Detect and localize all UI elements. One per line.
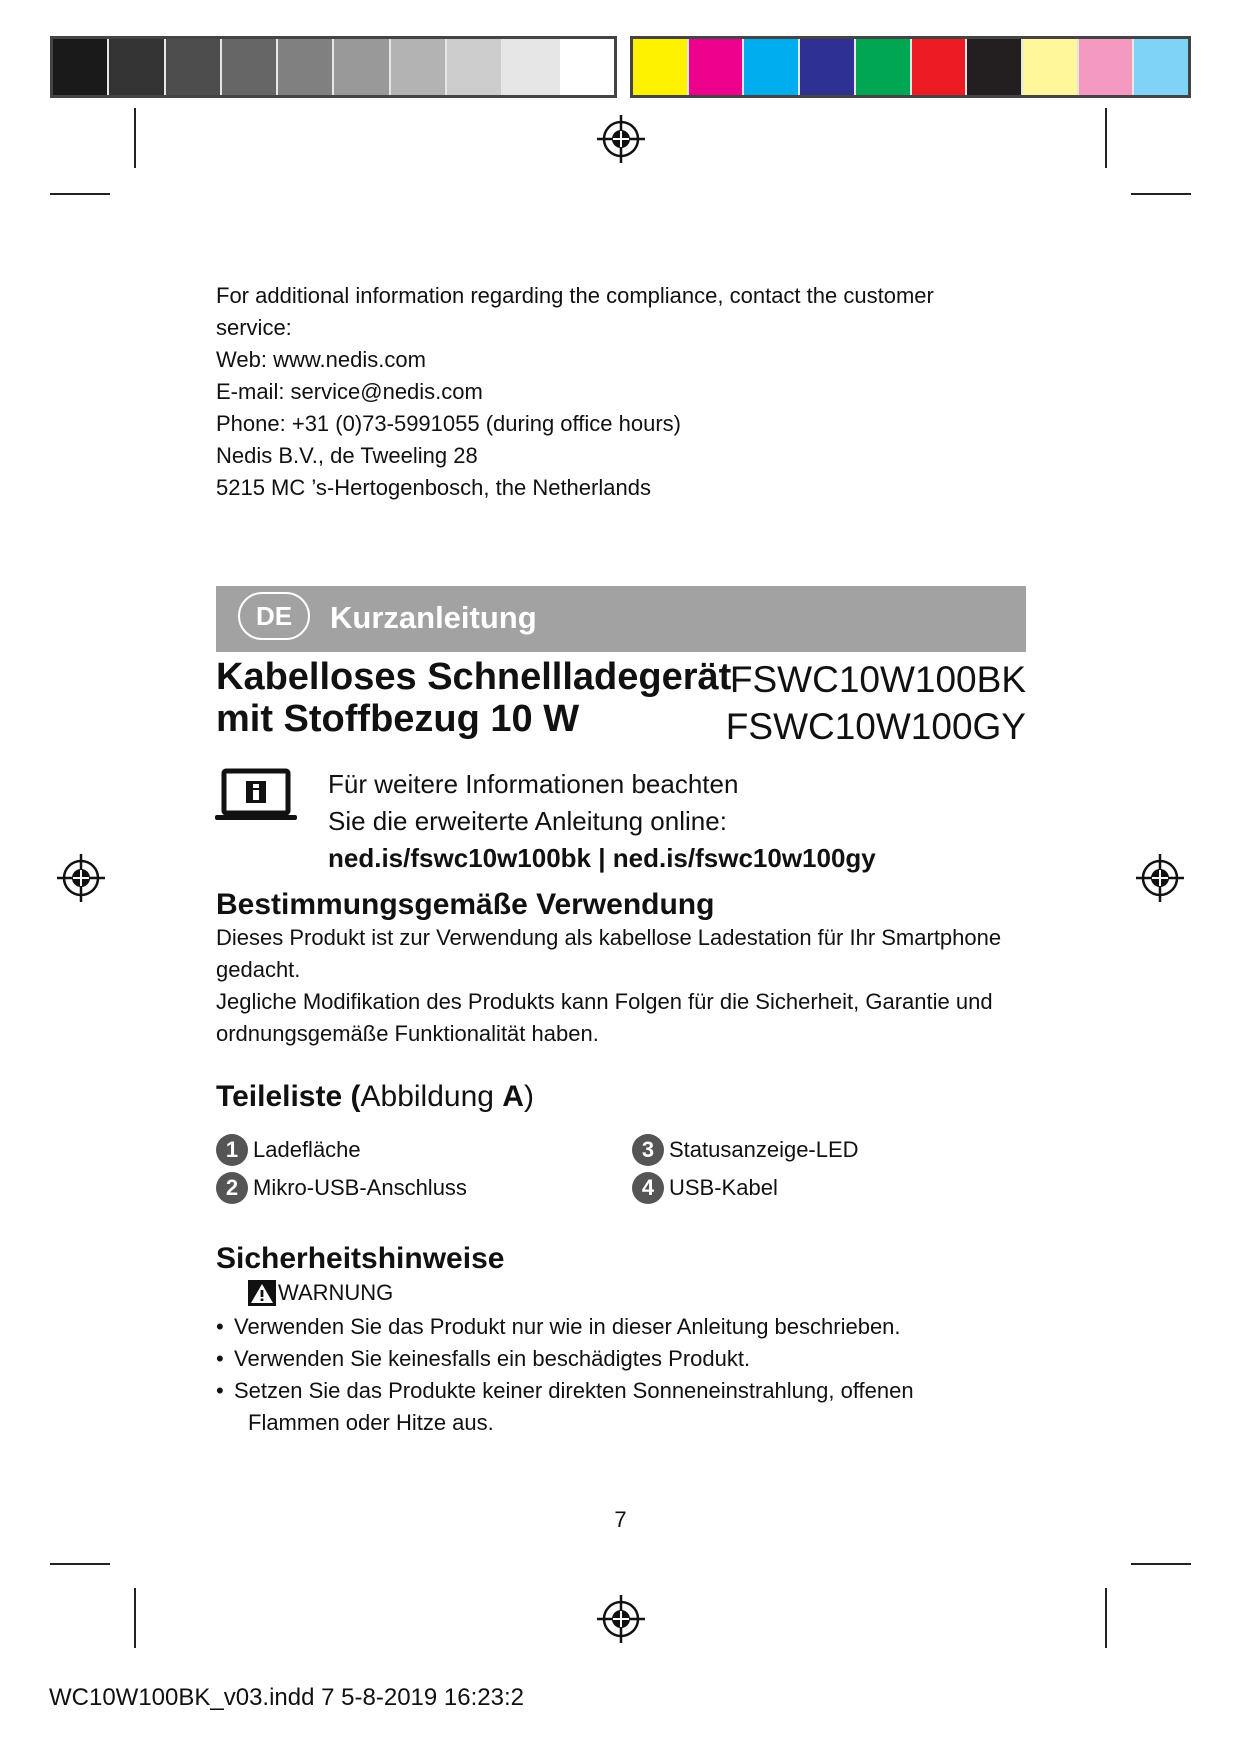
list-item: [216, 1311, 1016, 1343]
language-banner: [216, 586, 1026, 652]
part-label: Mikro-USB-Anschluss: [253, 1175, 467, 1200]
list-item: [216, 1343, 1016, 1375]
part-number-badge: 2: [216, 1172, 248, 1204]
product-codes: [726, 656, 1026, 750]
intended-use-line: Jegliche Modifikation des Produkts kann Folgen für die Sicherheit, Garantie und: [216, 989, 993, 1014]
compliance-address: 5215 MC ’s-Hertogenbosch, the Netherlands: [216, 475, 651, 500]
product-code: FSWC10W100BK: [729, 659, 1026, 700]
crop-mark: [1105, 108, 1107, 168]
color-swatch: [744, 39, 800, 95]
product-title-line: Kabelloses Schnellladegerät: [216, 656, 732, 698]
list-item: [216, 1134, 361, 1166]
intended-use-line: ordnungsgemäße Funktionalität haben.: [216, 1021, 599, 1046]
part-label: Statusanzeige-LED: [669, 1137, 859, 1162]
color-swatch: [222, 39, 278, 95]
color-swatch: [109, 39, 165, 95]
crop-mark: [1131, 193, 1191, 195]
language-code-badge: DE: [238, 592, 310, 640]
warning-triangle-icon: [248, 1280, 276, 1306]
color-swatch: [1079, 39, 1135, 95]
crop-mark: [134, 1588, 136, 1648]
compliance-contact-block: [216, 280, 1016, 504]
color-swatch: [1134, 39, 1188, 95]
part-number-badge: 4: [632, 1172, 664, 1204]
color-swatch: [1023, 39, 1079, 95]
product-title-line: mit Stoffbezug 10 W: [216, 698, 580, 740]
intended-use-text: [216, 922, 1036, 1050]
parts-heading-bold: Teileliste (: [216, 1080, 361, 1113]
list-item: [632, 1172, 778, 1204]
part-number-badge: 3: [632, 1134, 664, 1166]
color-swatch: [166, 39, 222, 95]
color-swatch: [689, 39, 745, 95]
safety-bullet-list: [216, 1311, 1016, 1439]
parts-heading-close: ): [523, 1080, 534, 1113]
product-code: FSWC10W100GY: [725, 706, 1026, 747]
registration-mark-icon: [56, 853, 106, 903]
part-label: USB-Kabel: [669, 1175, 778, 1200]
laptop-info-icon: [215, 768, 299, 828]
color-swatch: [800, 39, 856, 95]
online-info-line: Sie die erweiterte Anleitung online:: [328, 806, 727, 836]
color-swatch: [856, 39, 912, 95]
crop-mark: [50, 1563, 110, 1565]
safety-heading: Sicherheitshinweise: [216, 1242, 505, 1275]
grayscale-color-bar: [50, 36, 617, 98]
color-swatch: [278, 39, 334, 95]
color-swatch: [912, 39, 968, 95]
print-slug: WC10W100BK_v03.indd 7 5-8-2019 16:23:2: [49, 1684, 524, 1711]
compliance-email: E-mail: service@nedis.com: [216, 379, 483, 404]
compliance-web: Web: www.nedis.com: [216, 347, 426, 372]
page-number: 7: [614, 1507, 627, 1532]
intended-use-line: gedacht.: [216, 957, 301, 982]
product-title: [216, 656, 731, 740]
online-manual-info: [328, 766, 876, 877]
warning-label: WARNUNG: [278, 1280, 394, 1305]
color-swatch: [633, 39, 689, 95]
parts-list-heading: [216, 1080, 534, 1114]
list-item: [632, 1134, 859, 1166]
warning-label-row: [248, 1280, 393, 1306]
online-manual-links[interactable]: ned.is/fswc10w100bk | ned.is/fswc10w100gy: [328, 843, 876, 873]
registration-mark-icon: [596, 1594, 646, 1644]
intended-use-line: Dieses Produkt ist zur Verwendung als kabellose Ladestation für Ihr Smartphone: [216, 925, 1002, 950]
list-item: [216, 1172, 467, 1204]
compliance-line: For additional information regarding the compliance, contact the customer: [216, 283, 934, 308]
registration-mark-icon: [596, 114, 646, 164]
language-banner-title: Kurzanleitung: [330, 600, 537, 635]
bullet-text: Verwenden Sie das Produkt nur wie in dieser Anleitung beschrieben.: [234, 1314, 901, 1339]
compliance-phone: Phone: +31 (0)73-5991055 (during office hours): [216, 411, 681, 436]
bullet-text-continuation: Flammen oder Hitze aus.: [248, 1410, 494, 1435]
color-swatch: [447, 39, 503, 95]
compliance-line: service:: [216, 315, 292, 340]
process-color-bar: [630, 36, 1191, 98]
parts-heading-figure-ref: A: [502, 1080, 524, 1113]
color-swatch: [967, 39, 1023, 95]
registration-mark-icon: [1135, 853, 1185, 903]
crop-mark: [1131, 1563, 1191, 1565]
crop-mark: [50, 193, 110, 195]
intended-use-heading: Bestimmungsgemäße Verwendung: [216, 888, 715, 921]
online-info-line: Für weitere Informationen beachten: [328, 769, 739, 799]
color-swatch: [560, 39, 614, 95]
crop-mark: [134, 108, 136, 168]
list-item: [216, 1375, 1016, 1439]
compliance-address: Nedis B.V., de Tweeling 28: [216, 443, 478, 468]
parts-heading-figure: Abbildung: [360, 1080, 503, 1113]
color-swatch: [334, 39, 390, 95]
color-swatch: [503, 39, 559, 95]
part-label: Ladefläche: [253, 1137, 361, 1162]
bullet-text: Setzen Sie das Produkte keiner direkten Sonneneinstrahlung, offenen: [234, 1378, 914, 1403]
color-swatch: [53, 39, 109, 95]
crop-mark: [1105, 1588, 1107, 1648]
bullet-text: Verwenden Sie keinesfalls ein beschädigtes Produkt.: [234, 1346, 751, 1371]
color-swatch: [391, 39, 447, 95]
part-number-badge: 1: [216, 1134, 248, 1166]
